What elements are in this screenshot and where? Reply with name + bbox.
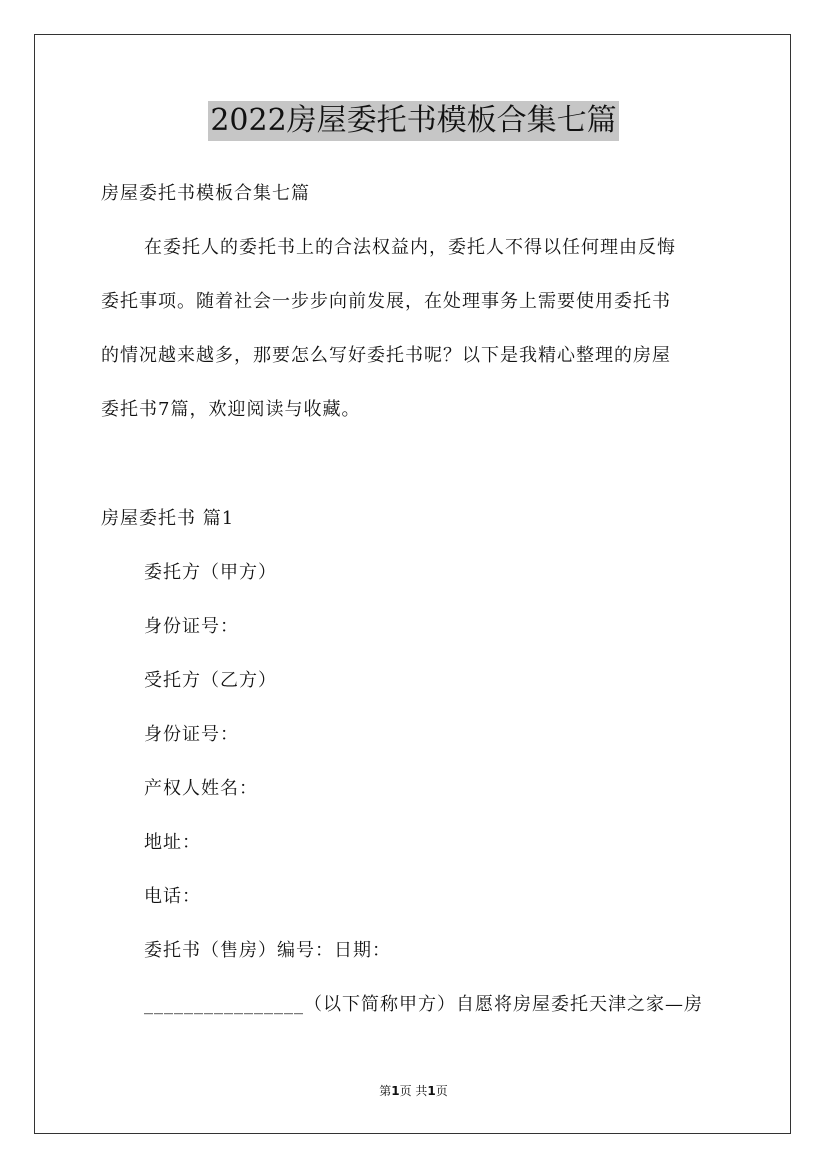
- field-client-id: 身份证号：: [144, 616, 239, 637]
- section-heading: 房屋委托书 篇1: [101, 508, 235, 529]
- footer-page-number: 1: [391, 1084, 400, 1098]
- footer-mid: 页 共: [399, 1084, 428, 1098]
- field-owner-name: 产权人姓名：: [144, 778, 258, 799]
- footer-page-total: 1: [427, 1084, 436, 1098]
- page-footer: [0, 1083, 827, 1099]
- footer-prefix: 第: [379, 1084, 392, 1098]
- field-contract-number-date: 委托书（售房）编号：日期：: [144, 940, 391, 961]
- intro-line-4: 委托书7篇，欢迎阅读与收藏。: [101, 399, 361, 420]
- intro-line-2: 委托事项。随着社会一步步向前发展，在处理事务上需要使用委托书: [101, 291, 671, 312]
- field-client: 委托方（甲方）: [144, 562, 277, 583]
- document-title: 2022房屋委托书模板合集七篇: [208, 101, 618, 141]
- field-phone: 电话：: [144, 886, 201, 907]
- body-last-line: ________________（以下简称甲方）自愿将房屋委托天津之家—房: [144, 994, 703, 1015]
- field-agent-id: 身份证号：: [144, 724, 239, 745]
- field-address: 地址：: [144, 832, 201, 853]
- field-agent: 受托方（乙方）: [144, 670, 277, 691]
- intro-line-3: 的情况越来越多，那要怎么写好委托书呢？以下是我精心整理的房屋: [101, 345, 671, 366]
- intro-line-1: 在委托人的委托书上的合法权益内，委托人不得以任何理由反悔: [144, 237, 676, 258]
- title-container: [0, 101, 827, 141]
- document-subtitle: 房屋委托书模板合集七篇: [101, 183, 310, 204]
- footer-suffix: 页: [435, 1084, 448, 1098]
